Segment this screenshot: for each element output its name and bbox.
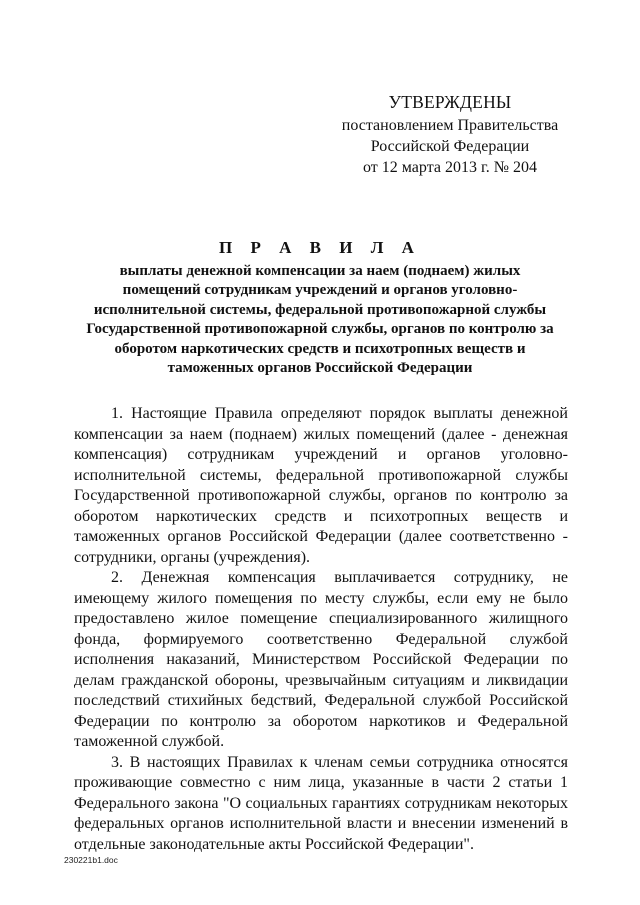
approval-line-1: постановлением Правительства: [341, 117, 559, 134]
approved-heading: УТВЕРЖДЕНЫ: [388, 92, 512, 112]
paragraph-1: 1. Настоящие Правила определяют порядок выплаты денежной компенсации за наем (поднаем) жилых помещений (далее - денежная компенсация) сотрудникам учреждений и органов уголовно-исполнительной системы, федеральной противопожарной службы Государственной противопожарной службы, органов по контролю за оборотом наркотических средств и психотропных веществ и таможенных органов Российской Федерации (далее соответственно - сотрудники, органы (учреждения).: [74, 405, 568, 566]
document-body: [74, 404, 568, 855]
approval-stamp: [330, 92, 570, 178]
document-subtitle: выплаты денежной компенсации за наем (поднаем) жилых помещений сотрудникам учреждений и органов уголовно-исполнительной системы, федеральной противопожарной службы Государственной противопожарной службы, органов по контролю за оборотом наркотических средств и психотропных веществ и таможенных органов Российской Федерации: [86, 263, 554, 377]
file-code: 230221b1.doc: [64, 855, 118, 865]
approval-line-2: Российской Федерации: [370, 138, 530, 155]
document-title: П Р А В И Л А: [219, 238, 421, 257]
paragraph-3: 3. В настоящих Правилах к членам семьи сотрудника относятся проживающие совместно с ним лица, указанные в части 2 статьи 1 Федерального закона "О социальных гарантиях сотрудникам некоторых федеральных органов исполнительной власти и внесении изменений в отдельные законодательные акты Российской Федерации".: [74, 753, 568, 853]
approval-line-3: от 12 марта 2013 г. № 204: [363, 159, 537, 176]
paragraph-2: 2. Денежная компенсация выплачивается сотруднику, не имеющему жилого помещения по месту службы, если ему не было предоставлено жилое помещение специализированного жилищного фонда, формируемого соответственно Федеральной службой исполнения наказаний, Министерством Российской Федерации по делам гражданской обороны, чрезвычайным ситуациям и ликвидации последствий стихийных бедствий, Федеральной службой Российской Федерации по контролю за оборотом наркотиков и Федеральной таможенной службой.: [74, 569, 568, 750]
